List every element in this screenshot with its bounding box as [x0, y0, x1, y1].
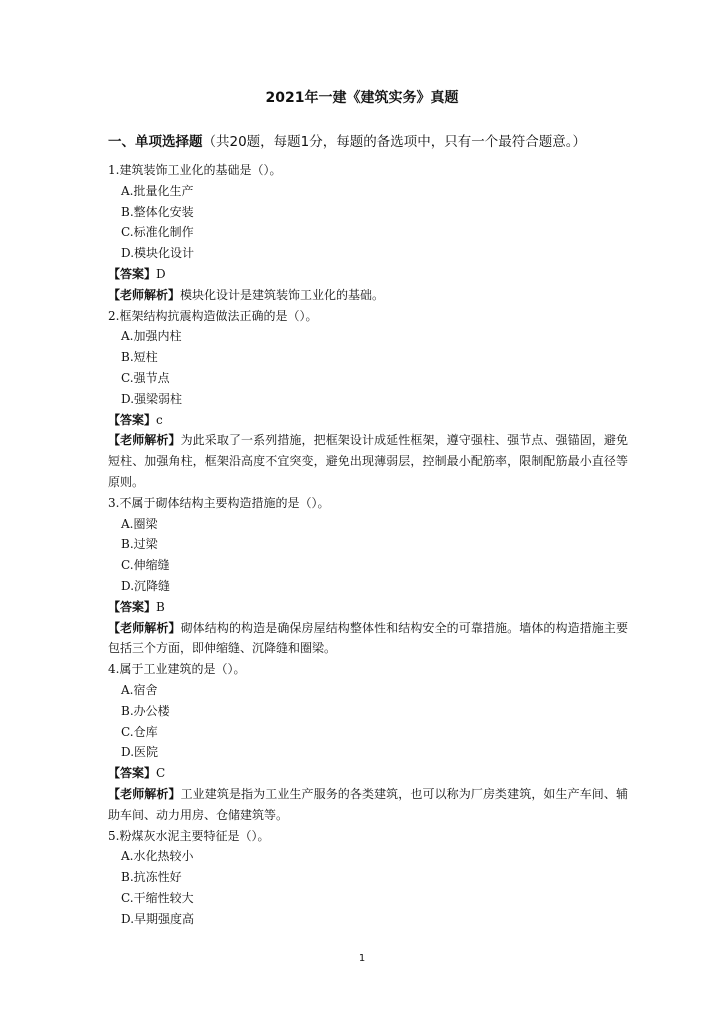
option-d: D.强梁弱柱: [121, 391, 183, 406]
option-d: D.医院: [121, 745, 159, 760]
section-heading: [108, 133, 708, 151]
question-stem: 4.属于工业建筑的是（）。: [108, 662, 246, 677]
answer-value: D: [156, 266, 166, 281]
question-1: [108, 160, 628, 306]
option-d: D.沉降缝: [121, 578, 171, 593]
answer-line: [108, 410, 628, 431]
analysis-tag: 【老师解析】: [108, 287, 181, 302]
analysis-line: [108, 618, 628, 660]
option-a: A.圈梁: [121, 516, 158, 531]
answer-tag: 【答案】: [108, 599, 157, 614]
question-4: [108, 659, 628, 825]
analysis-tag: 【老师解析】: [108, 786, 181, 801]
question-list: [108, 160, 628, 929]
option-d: D.早期强度高: [121, 911, 195, 926]
analysis-text: 工业建筑是指为工业生产服务的各类建筑，也可以称为厂房类建筑，如生产车间、辅助车间、动力用房、仓储建筑等。: [108, 786, 628, 822]
question-stem: 2.框架结构抗震构造做法正确的是（）。: [108, 308, 318, 323]
option-a: A.加强内柱: [121, 329, 182, 344]
question-2: [108, 306, 628, 493]
answer-line: [108, 597, 628, 618]
answer-value: C: [156, 766, 166, 781]
analysis-line: [108, 784, 628, 826]
option-b: B.短柱: [121, 350, 158, 365]
option-c: C.伸缩缝: [121, 558, 170, 573]
option-a: A.水化热较小: [121, 849, 194, 864]
question-5: [108, 826, 628, 930]
analysis-text: 砌体结构的构造是确保房屋结构整体性和结构安全的可靠措施。墙体的构造措施主要包括三个方面，即伸缩缝、沉降缝和圈梁。: [108, 620, 628, 656]
option-c: C.强节点: [121, 370, 170, 385]
section-instructions: （共20题，每题1分，每题的备选项中，只有一个最符合题意。）: [202, 134, 587, 150]
option-c: C.仓库: [121, 724, 158, 739]
answer-value: B: [156, 599, 165, 614]
option-c: C.标准化制作: [121, 225, 194, 240]
option-b: B.抗冻性好: [121, 870, 182, 885]
analysis-line: [108, 285, 628, 306]
option-b: B.整体化安装: [121, 204, 194, 219]
option-a: A.批量化生产: [121, 183, 194, 198]
option-d: D.模块化设计: [121, 246, 195, 261]
analysis-tag: 【老师解析】: [108, 620, 181, 635]
option-a: A.宿舍: [121, 682, 158, 697]
document-title: 2021年一建《建筑实务》真题: [265, 90, 459, 106]
answer-tag: 【答案】: [108, 266, 157, 281]
option-b: B.过梁: [121, 537, 158, 552]
analysis-text: 为此采取了一系列措施，把框架设计成延性框架，遵守强柱、强节点、强锚固，避免短柱、加强角柱，框架沿高度不宜突变，避免出现薄弱层，控制最小配筋率，限制配筋最小直径等原则。: [108, 433, 628, 489]
analysis-tag: 【老师解析】: [108, 433, 181, 448]
question-stem: 3.不属于砌体结构主要构造措施的是（）。: [108, 495, 330, 510]
section-title: 一、单项选择题: [108, 134, 203, 150]
option-b: B.办公楼: [121, 703, 170, 718]
answer-tag: 【答案】: [108, 412, 157, 427]
page-number: 1: [358, 953, 366, 964]
analysis-text: 模块化设计是建筑装饰工业化的基础。: [180, 287, 385, 302]
answer-value: c: [156, 412, 163, 427]
question-stem: 1.建筑装饰工业化的基础是（）。: [108, 163, 282, 177]
answer-line: [108, 264, 628, 285]
question-3: [108, 493, 628, 659]
question-stem: 5.粉煤灰水泥主要特征是（）。: [108, 828, 270, 843]
analysis-line: [108, 430, 628, 492]
answer-tag: 【答案】: [108, 766, 157, 781]
option-c: C.干缩性较大: [121, 890, 194, 905]
answer-line: [108, 763, 628, 784]
